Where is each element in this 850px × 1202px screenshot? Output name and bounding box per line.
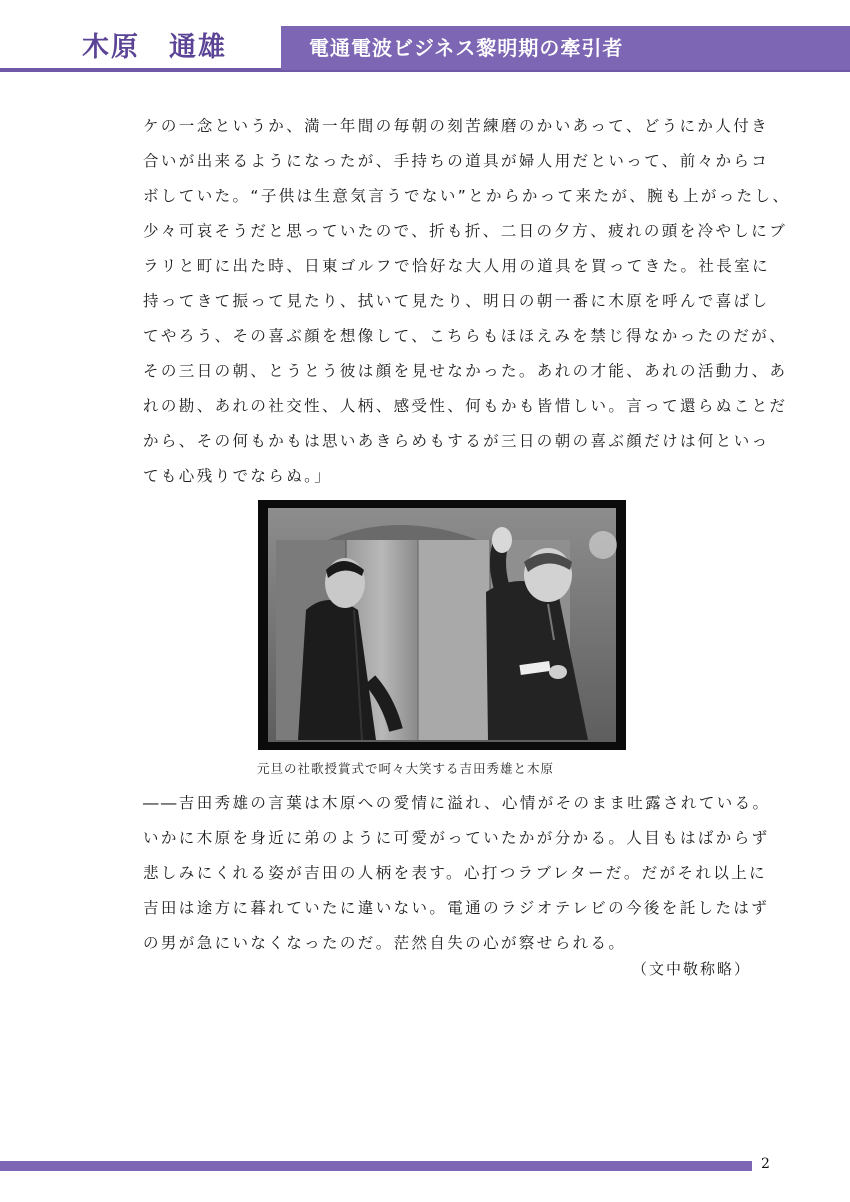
- honorific-note: （文中敬称略）: [632, 960, 752, 978]
- text-line: ――吉田秀雄の言葉は木原への愛情に溢れ、心情がそのまま吐露されている。: [143, 794, 771, 812]
- body-paragraph-2: [143, 786, 771, 961]
- text-line: てやろう、その喜ぶ顔を想像して、こちらもほほえみを禁じ得なかったのだが、: [143, 327, 788, 345]
- text-line: 少々可哀そうだと思っていたので、折も折、二日の夕方、疲れの頭を冷やしにブ: [143, 222, 788, 240]
- text-line: の男が急にいなくなったのだ。茫然自失の心が察せられる。: [143, 934, 627, 952]
- text-line: から、その何もかもは思いあきらめもするが三日の朝の喜ぶ顔だけは何といっ: [143, 432, 770, 450]
- text-line: いかに木原を身近に弟のように可愛がっていたかが分かる。人目もはばからず: [143, 829, 770, 847]
- text-line: ラリと町に出た時、日東ゴルフで恰好な大人用の道具を買ってきた。社長室に: [143, 257, 770, 275]
- footer-bar: [0, 1161, 752, 1171]
- body-paragraph-1: [143, 109, 791, 494]
- header-subtitle: 電通電波ビジネス黎明期の牽引者: [309, 36, 624, 60]
- text-line: れの勘、あれの社交性、人柄、感受性、何もかも皆惜しい。言って還らぬことだ: [143, 397, 788, 415]
- photo: [258, 500, 626, 750]
- text-line: ボしていた。“子供は生意気言うでない”とからかって来たが、腕も上がったし、: [143, 187, 791, 205]
- photo-illustration: [258, 500, 626, 750]
- text-line: 合いが出来るようになったが、手持ちの道具が婦人用だといって、前々からコ: [143, 152, 770, 170]
- text-line: 吉田は途方に暮れていたに違いない。電通のラジオテレビの今後を託したはず: [143, 899, 770, 917]
- text-line: ても心残りでならぬ。」: [143, 467, 333, 485]
- header-name: 木原 通雄: [82, 32, 227, 63]
- text-line: 悲しみにくれる姿が吉田の人柄を表す。心打つラブレターだ。だがそれ以上に: [143, 864, 768, 882]
- photo-caption: 元旦の社歌授賞式で呵々大笑する吉田秀雄と木原: [257, 761, 555, 776]
- text-line: その三日の朝、とうとう彼は顔を見せなかった。あれの才能、あれの活動力、あ: [143, 362, 788, 380]
- page-number: 2: [761, 1156, 770, 1172]
- text-line: ケの一念というか、満一年間の毎朝の刻苦練磨のかいあって、どうにか人付き: [143, 117, 770, 135]
- text-line: 持ってきて振って見たり、拭いて見たり、明日の朝一番に木原を呼んで喜ばし: [143, 292, 770, 310]
